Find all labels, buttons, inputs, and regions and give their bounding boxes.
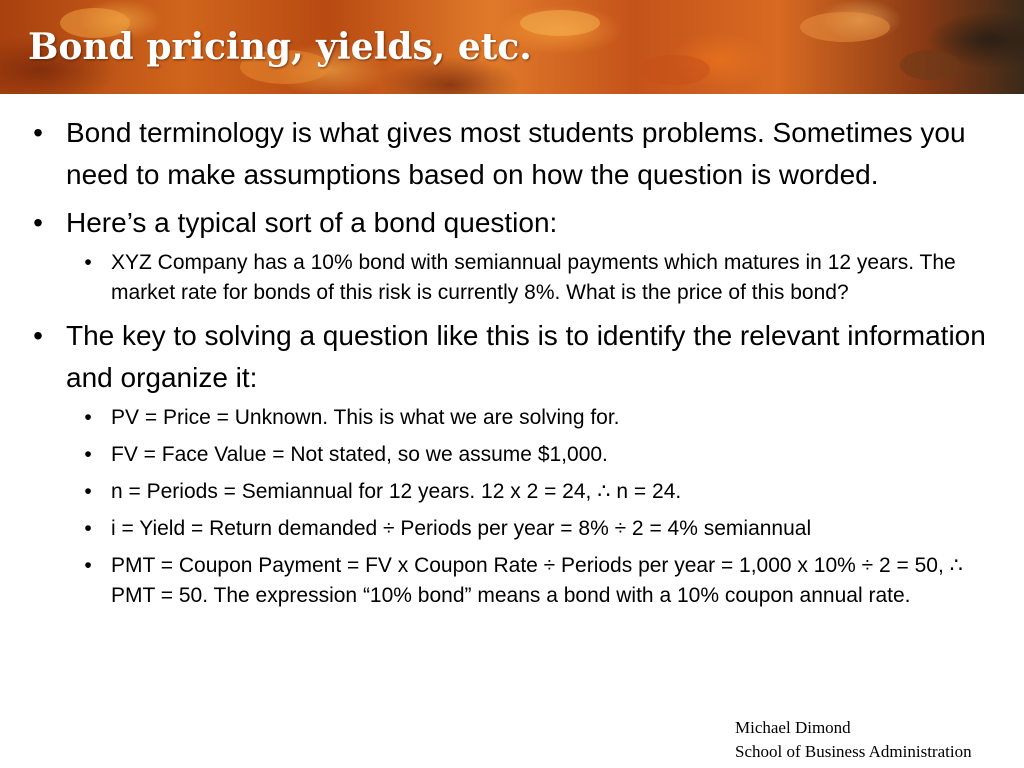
sub-bullet-text: n = Periods = Semiannual for 12 years. 12 x 2 = 24, ∴ n = 24. [111, 480, 682, 503]
bullet-marker: • [84, 443, 92, 466]
sub-bullet-item [66, 248, 998, 308]
sub-bullet-text: i = Yield = Return demanded ÷ Periods per year = 8% ÷ 2 = 4% semiannual [111, 517, 812, 540]
footer-author: Michael Dimond [735, 718, 851, 737]
bullet-item [28, 112, 998, 196]
bullet-marker: • [84, 406, 92, 429]
slide-title: Bond pricing, yields, etc. [28, 26, 532, 68]
footer-credit [735, 716, 972, 764]
sub-bullet-item [66, 403, 998, 433]
sub-bullet-item [66, 477, 998, 507]
sub-bullet-list [66, 248, 998, 308]
bullet-marker: • [84, 251, 92, 274]
sub-bullet-item [66, 551, 998, 611]
sub-bullet-list [66, 403, 998, 611]
header-banner [0, 0, 1024, 94]
bullet-marker: • [84, 480, 92, 503]
sub-bullet-text: PV = Price = Unknown. This is what we are solving for. [111, 406, 620, 429]
sub-bullet-item [66, 440, 998, 470]
bullet-text: Bond terminology is what gives most students problems. Sometimes you need to make assumptions based on how the question is worded. [66, 117, 966, 190]
slide-content [28, 112, 998, 618]
bullet-text: Here’s a typical sort of a bond question: [66, 207, 558, 238]
sub-bullet-item [66, 514, 998, 544]
sub-bullet-text: PMT = Coupon Payment = FV x Coupon Rate ÷ Periods per year = 1,000 x 10% ÷ 2 = 50, ∴ PMT = 50. The expression “10% bond” means a bond with a 10% coupon annual rate. [111, 554, 963, 607]
bullet-marker: • [84, 554, 92, 577]
sub-bullet-text: FV = Face Value = Not stated, so we assume $1,000. [111, 443, 608, 466]
bullet-item [28, 315, 998, 611]
bullet-list [28, 112, 998, 611]
bullet-marker: • [33, 117, 43, 148]
sub-bullet-text: XYZ Company has a 10% bond with semiannual payments which matures in 12 years. The market rate for bonds of this risk is currently 8%. What is the price of this bond? [111, 251, 956, 304]
bullet-marker: • [33, 207, 43, 238]
bullet-marker: • [33, 320, 43, 351]
bullet-item [28, 202, 998, 308]
bullet-text: The key to solving a question like this is to identify the relevant information and organize it: [66, 320, 986, 393]
footer-institution: School of Business Administration [735, 742, 972, 761]
bullet-marker: • [84, 517, 92, 540]
